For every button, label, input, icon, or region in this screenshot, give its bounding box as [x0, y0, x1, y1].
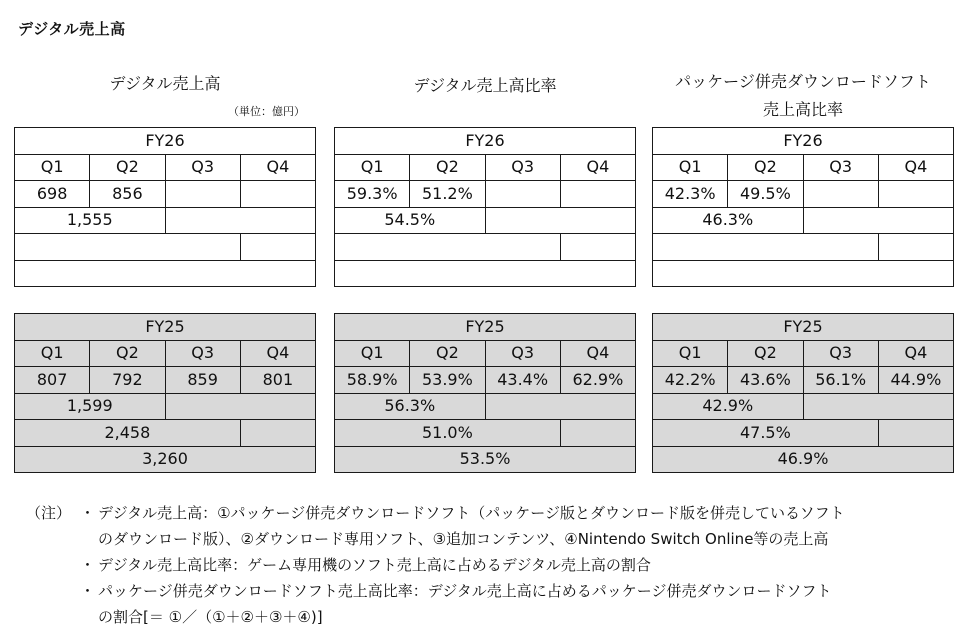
quarter-header: Q4: [240, 340, 315, 367]
fy25-table: [14, 313, 316, 473]
full-year-total: [15, 260, 316, 287]
quarter-value: 856: [90, 181, 165, 208]
fiscal-year-header: FY26: [653, 128, 954, 155]
notes: [20, 500, 960, 630]
fy26-table: [14, 127, 316, 287]
note-text-continued: の割合[＝ ①／（①＋②＋③＋④)]: [98, 608, 323, 626]
panel-heading-bundled-dl-ratio: [652, 68, 954, 124]
panel-heading-digital-ratio: [334, 72, 636, 100]
quarter-header: Q3: [165, 154, 240, 181]
quarter-value: 51.2%: [410, 181, 485, 208]
note-tag: （注）: [26, 504, 72, 522]
quarter-header: Q3: [485, 340, 560, 367]
quarter-header: Q3: [803, 340, 878, 367]
quarter-header: Q3: [803, 154, 878, 181]
quarter-value: 801: [240, 367, 315, 394]
quarter-header: Q1: [335, 340, 410, 367]
quarter-value: 43.4%: [485, 367, 560, 394]
quarter-value: 43.6%: [728, 367, 803, 394]
quarter-value: 53.9%: [410, 367, 485, 394]
quarter-header: Q4: [560, 340, 635, 367]
empty-cell: [803, 207, 954, 234]
full-year-total: 3,260: [15, 446, 316, 473]
quarter-header: Q1: [335, 154, 410, 181]
quarter-value: [803, 181, 878, 208]
quarter-header: Q2: [90, 154, 165, 181]
quarter-value: [240, 181, 315, 208]
heading-line: パッケージ併売ダウンロードソフト: [675, 72, 931, 91]
note-item: [20, 578, 960, 604]
heading-line: デジタル売上高比率: [413, 76, 557, 95]
quarter-header: Q4: [560, 154, 635, 181]
note-text-continued: のダウンロード版）、②ダウンロード専用ソフト、③追加コンテンツ、④Nintendo Switch Online等の売上高: [98, 530, 829, 548]
page-title: デジタル売上高: [18, 20, 126, 38]
quarter-value: [560, 181, 635, 208]
heading-line: 売上高比率: [762, 100, 843, 119]
empty-cell: [878, 420, 953, 447]
fiscal-year-header: FY25: [15, 314, 316, 341]
empty-cell: [560, 420, 635, 447]
full-year-total: 46.9%: [653, 446, 954, 473]
fy26-table: [334, 127, 636, 287]
quarter-header: Q1: [15, 154, 90, 181]
quarter-header: Q4: [878, 154, 953, 181]
fiscal-year-header: FY25: [653, 314, 954, 341]
note-bullet: ・: [80, 582, 96, 600]
quarter-value: 792: [90, 367, 165, 394]
empty-cell: [803, 393, 954, 420]
q3-cumulative-total: 2,458: [15, 420, 241, 447]
fy25-table: [652, 313, 954, 473]
note-text: パッケージ併売ダウンロードソフト売上高比率：デジタル売上高に占めるパッケージ併売ダウンロードソフト: [98, 582, 832, 600]
quarter-value: [485, 181, 560, 208]
first-half-total: 42.9%: [653, 393, 804, 420]
quarter-value: 42.2%: [653, 367, 728, 394]
first-half-total: 46.3%: [653, 207, 804, 234]
fiscal-year-header: FY25: [335, 314, 636, 341]
quarter-header: Q3: [165, 340, 240, 367]
first-half-total: 54.5%: [335, 207, 486, 234]
quarter-header: Q1: [653, 340, 728, 367]
q3-cumulative-total: 47.5%: [653, 420, 879, 447]
q3-cumulative-total: 51.0%: [335, 420, 561, 447]
quarter-header: Q2: [410, 340, 485, 367]
quarter-value: 49.5%: [728, 181, 803, 208]
empty-cell: [240, 234, 315, 261]
fiscal-year-header: FY26: [335, 128, 636, 155]
quarter-value: 42.3%: [653, 181, 728, 208]
fiscal-year-header: FY26: [15, 128, 316, 155]
quarter-value: 62.9%: [560, 367, 635, 394]
unit-note: （単位：億円）: [228, 105, 305, 118]
full-year-total: 53.5%: [335, 446, 636, 473]
note-bullet: ・: [80, 504, 96, 522]
quarter-value: [878, 181, 953, 208]
quarter-value: 58.9%: [335, 367, 410, 394]
full-year-total: [335, 260, 636, 287]
heading-line: デジタル売上高: [109, 74, 221, 93]
first-half-total: 1,555: [15, 207, 166, 234]
quarter-header: Q2: [90, 340, 165, 367]
q3-cumulative-total: [653, 234, 879, 261]
empty-cell: [165, 207, 316, 234]
q3-cumulative-total: [15, 234, 241, 261]
q3-cumulative-total: [335, 234, 561, 261]
first-half-total: 56.3%: [335, 393, 486, 420]
empty-cell: [878, 234, 953, 261]
quarter-value: 59.3%: [335, 181, 410, 208]
quarter-value: 859: [165, 367, 240, 394]
panel-heading-digital-sales: [14, 70, 316, 98]
empty-cell: [560, 234, 635, 261]
note-item: [20, 552, 960, 578]
quarter-value: 44.9%: [878, 367, 953, 394]
quarter-header: Q2: [410, 154, 485, 181]
first-half-total: 1,599: [15, 393, 166, 420]
full-year-total: [653, 260, 954, 287]
quarter-header: Q1: [15, 340, 90, 367]
quarter-header: Q2: [728, 154, 803, 181]
quarter-value: [165, 181, 240, 208]
quarter-header: Q4: [878, 340, 953, 367]
note-text: デジタル売上高比率：ゲーム専用機のソフト売上高に占めるデジタル売上高の割合: [98, 556, 651, 574]
quarter-header: Q3: [485, 154, 560, 181]
quarter-value: 698: [15, 181, 90, 208]
fy25-table: [334, 313, 636, 473]
empty-cell: [240, 420, 315, 447]
note-bullet: ・: [80, 556, 96, 574]
empty-cell: [485, 393, 636, 420]
note-text: デジタル売上高：①パッケージ併売ダウンロードソフト（パッケージ版とダウンロード版を併売しているソフト: [98, 504, 845, 522]
quarter-header: Q4: [240, 154, 315, 181]
quarter-value: 807: [15, 367, 90, 394]
note-item: [20, 500, 960, 526]
empty-cell: [165, 393, 316, 420]
quarter-header: Q1: [653, 154, 728, 181]
fy26-table: [652, 127, 954, 287]
quarter-header: Q2: [728, 340, 803, 367]
empty-cell: [485, 207, 636, 234]
quarter-value: 56.1%: [803, 367, 878, 394]
